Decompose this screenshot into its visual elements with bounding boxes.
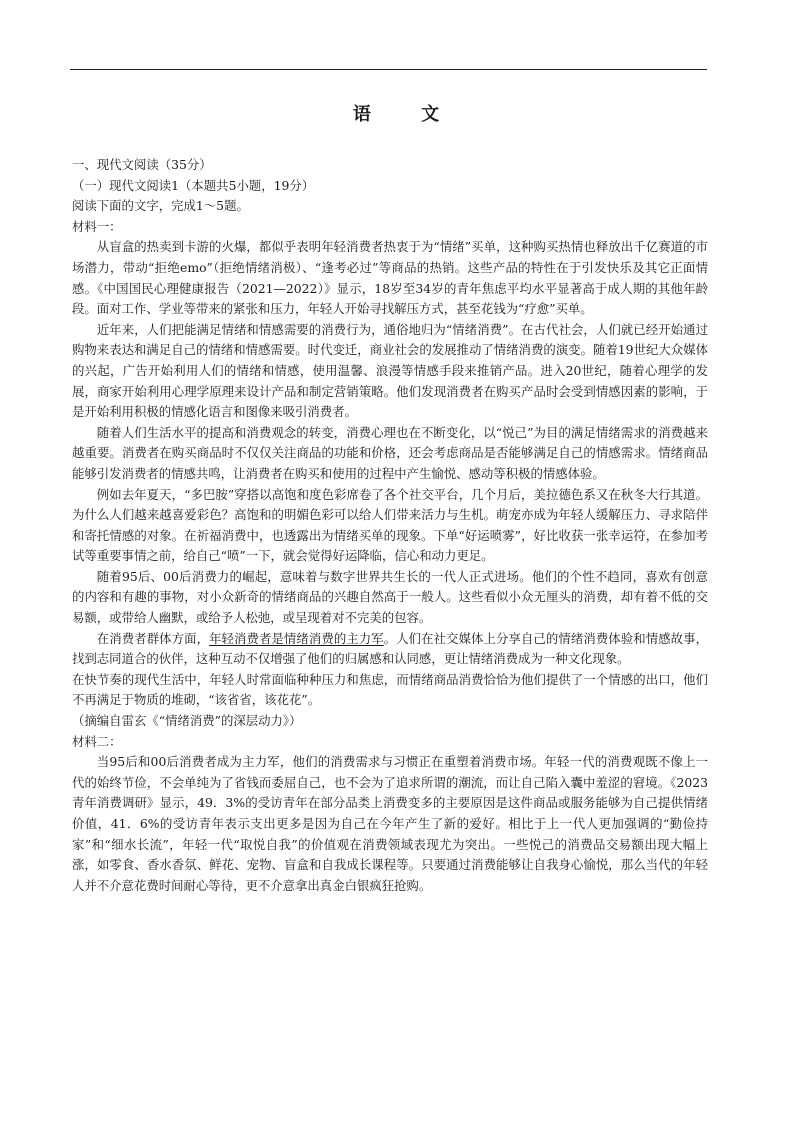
material-one-paragraph-7: 在快节奏的现代生活中，年轻人时常面临种种压力和焦虑，而情绪商品消费恰恰为他们提供了一个情感的出口，他们不再满足于物质的堆砌，“该省省，该花花”。 <box>72 671 708 708</box>
material-one-source: （摘编自雷玄《“情绪消费”的深层动力》） <box>72 713 302 729</box>
material-one-paragraph-1: 从盲盒的热卖到卡游的火爆，都似乎表明年轻消费者热衷于为“情绪”买单，这种购买热情也释放出千亿赛道的市场潜力，带动“拒绝emo”（拒绝情绪消极）、“逢考必过”等商品的热销。这些产品的特性在于引发快乐及其它正面情感。《中国国民心理健康报告（2021—2022）》显示，18岁至34岁的青年焦虑平均水平显著高于成人期的其他年龄段。面对工作、学业等带来的紧张和压力，年轻人开始寻找解压方式，甚至花钱为“疗愈”买单。 <box>72 239 708 317</box>
underlined-sentence: 年轻消费者是情绪消费的主力军 <box>209 630 384 646</box>
material-one-paragraph-6 <box>72 629 708 670</box>
reading-section <box>72 155 708 896</box>
page-title: 语 文 <box>352 104 462 125</box>
sub-section-heading: （一）现代文阅读1（本题共5小题，19分） <box>72 177 315 193</box>
instruction: 阅读下面的文字，完成1～5题。 <box>72 198 249 214</box>
material-two-paragraph-1: 当95后和00后消费者成为主力军，他们的消费需求与习惯正在重塑着消费市场。年轻一代的消费观既不像上一代的始终节俭，不会单纯为了省钱而委屈自己，也不会为了追求所谓的潮流，而让自己陷入囊中羞涩的窘境。《2023青年消费调研》显示，49．3%的受访青年在部分品类上消费变多的主要原因是这件商品或服务能够为自己提供情绪价值，41．6%的受访青年表示支出更多是因为自己在今年产生了新的爱好。相比于上一代人更加强调的“勤俭持家”和“细水长流”，年轻一代“取悦自我”的价值观在消费领域表现尤为突出。一些悦己的消费品交易额出现大幅上涨，如零食、香水香氛、鲜花、宠物、盲盒和自我成长课程等。只要通过消费能够让自我身心愉悦，那么当代的年轻人并不介意花费时间耐心等待，更不介意拿出真金白银疯狂抢购。 <box>72 754 708 893</box>
material-one-paragraph-4: 例如去年夏天，“多巴胺”穿搭以高饱和度色彩席卷了各个社交平台，几个月后，美拉德色系又在秋冬大行其道。为什么人们越来越喜爱彩色？高饱和的明媚色彩可以给人们带来活力与生机。萌宠亦成为年轻人缓解压力、寻求陪伴和寄托情感的对象。在祈福消费中，也透露出为情绪买单的现象。下单“好运喷雾”，好比收获一张幸运符，在参加考试等重要事情之前，给自己“喷”一下，就会觉得好运降临，信心和动力更足。 <box>72 486 708 564</box>
material-two-label: 材料二： <box>72 733 122 749</box>
header-rule <box>70 69 707 70</box>
material-one-paragraph-3: 随着人们生活水平的提高和消费观念的转变，消费心理也在不断变化，以“悦己”为目的满足情绪需求的消费越来越重要。消费者在购买商品时不仅仅关注商品的功能和价格，还会考虑商品是否能够满足自己的情感需求。情绪商品能够引发消费者的情感共鸣，让消费者在购买和使用的过程中产生愉悦、感动等积极的情感体验。 <box>72 424 708 481</box>
material-one-paragraph-5: 随着95后、00后消费力的崛起，意味着与数字世界共生长的一代人正式进场。他们的个性不趋同，喜欢有创意的内容和有趣的事物，对小众新奇的情绪商品的兴趣自然高于一般人。这些看似小众无厘头的消费，却有着不低的交易额，或带给人幽默，或给予人松弛，或呈现着对不完美的包容。 <box>72 568 708 626</box>
paragraph-6-rest: 。人们在社交媒体上分享自己的情绪消费体验和情感故事，找到志同道合的伙伴，这种互动不仅增强了他们的归属感和认同感，更让情绪消费成为一种文化现象。 <box>72 630 709 667</box>
material-one-paragraph-2: 近年来，人们把能满足情绪和情感需要的消费行为，通俗地归为“情绪消费”。在古代社会，人们就已经开始通过购物来表达和满足自己的情绪和情感需要。时代变迁，商业社会的发展推动了情绪消费的演变。随着19世纪大众媒体的兴起，广告开始利用人们的情绪和情感，使用温馨、浪漫等情感手段来推销产品。进入20世纪，随着心理学的发展，商家开始利用心理学原理来设计产品和制定营销策略。他们发现消费者在购买产品时会受到情感因素的影响，于是开始利用积极的情感化语言和图像来吸引消费者。 <box>72 321 708 420</box>
section-heading: 一、现代文阅读（35分） <box>72 157 212 172</box>
material-one-label: 材料一： <box>72 218 122 234</box>
paragraph-6-lead: 在消费者群体方面， <box>96 630 210 646</box>
